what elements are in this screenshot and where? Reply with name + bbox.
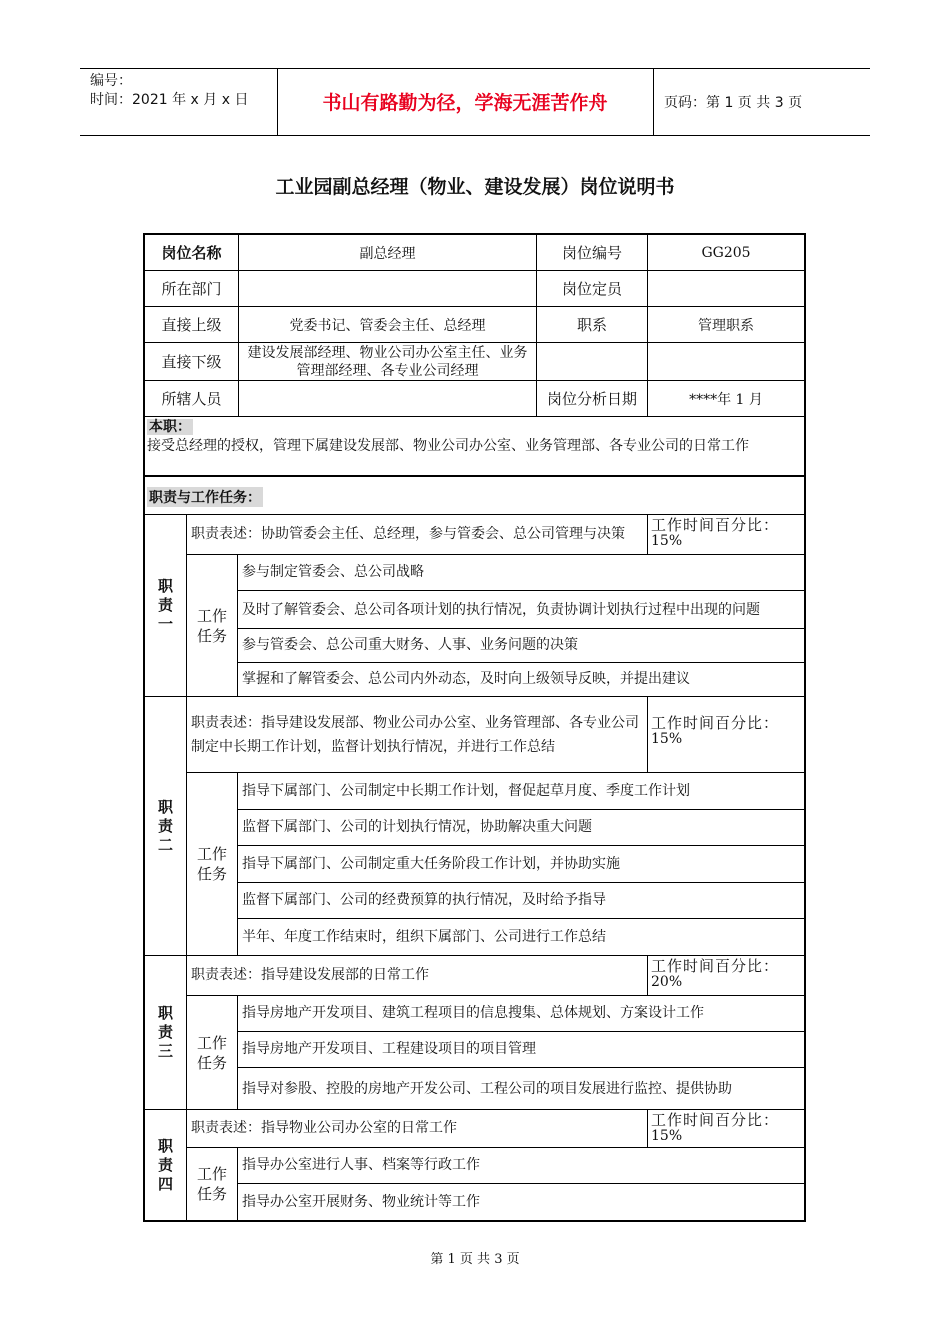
duty-1-description: 职责表述：协助管委会主任、总经理，参与管委会、总公司管理与决策 — [187, 515, 648, 555]
job-family-value: 管理职系 — [648, 307, 804, 343]
duty-4-time-percent: 工作时间百分比： 15% — [648, 1110, 804, 1148]
duty-4-label: 职责四 — [145, 1110, 187, 1220]
headcount-label: 岗位定员 — [537, 271, 648, 307]
duty-1-task: 参与制定管委会、总公司战略 — [238, 555, 804, 591]
duty-3-label: 职责三 — [145, 956, 187, 1110]
duty-4-task: 指导办公室进行人事、档案等行政工作 — [238, 1148, 804, 1184]
staff-value — [239, 381, 537, 417]
empty-cell — [537, 343, 648, 381]
duty-1-task: 及时了解管委会、总公司各项计划的执行情况，负责协调计划执行过程中出现的问题 — [238, 591, 804, 629]
staff-label: 所辖人员 — [145, 381, 239, 417]
subordinate-value: 建设发展部经理、物业公司办公室主任、业务管理部经理、各专业公司经理 — [239, 343, 537, 381]
subordinate-label: 直接下级 — [145, 343, 239, 381]
position-code-label: 岗位编号 — [537, 235, 648, 271]
duty-1-time-percent: 工作时间百分比： 15% — [648, 515, 804, 555]
main-duty-section — [145, 417, 804, 477]
duties-label: 职责与工作任务： — [147, 487, 263, 507]
duty-3-task: 指导房地产开发项目、建筑工程项目的信息搜集、总体规划、方案设计工作 — [238, 996, 804, 1032]
header-meta — [90, 72, 248, 110]
superior-label: 直接上级 — [145, 307, 239, 343]
duty-3-task-label: 工作任务 — [187, 996, 238, 1110]
analysis-date-label: 岗位分析日期 — [537, 381, 648, 417]
document-title: 工业园副总经理（物业、建设发展）岗位说明书 — [275, 176, 675, 198]
main-duty-label: 本职： — [149, 419, 191, 435]
duties-header — [145, 479, 804, 515]
position-name-value: 副总经理 — [239, 235, 537, 271]
department-value — [239, 271, 537, 307]
duty-2-task: 监督下属部门、公司的计划执行情况，协助解决重大问题 — [238, 810, 804, 846]
header-bottom-rule — [80, 135, 870, 136]
duty-3-description: 职责表述：指导建设发展部的日常工作 — [187, 956, 648, 996]
duty-3-time-percent: 工作时间百分比： 20% — [648, 956, 804, 996]
duty-2-task: 指导下属部门、公司制定中长期工作计划，督促起草月度、季度工作计划 — [238, 773, 804, 810]
header-divider — [653, 68, 654, 135]
duty-2-description: 职责表述：指导建设发展部、物业公司办公室、业务管理部、各专业公司制定中长期工作计划，监督计划执行情况，并进行工作总结 — [187, 697, 648, 773]
job-description-table — [143, 233, 806, 1222]
duty-4-description: 职责表述：指导物业公司办公室的日常工作 — [187, 1110, 648, 1148]
duty-1-label: 职责一 — [145, 515, 187, 697]
header-motto: 书山有路勤为径，学海无涯苦作舟 — [322, 92, 608, 114]
duty-4-task: 指导办公室开展财务、物业统计等工作 — [242, 1193, 480, 1210]
duty-1-task-label: 工作任务 — [187, 555, 238, 697]
superior-value: 党委书记、管委会主任、总经理 — [239, 307, 537, 343]
department-label: 所在部门 — [145, 271, 239, 307]
empty-cell — [648, 343, 804, 381]
analysis-date-value: ****年 1 月 — [648, 381, 804, 417]
doc-date: 时间：2021 年 x 月 x 日 — [90, 92, 249, 108]
job-family-label: 职系 — [537, 307, 648, 343]
position-code-value: GG205 — [648, 235, 804, 271]
duty-2-time-percent: 工作时间百分比： 15% — [648, 697, 804, 773]
duty-1-task: 掌握和了解管委会、总公司内外动态，及时向上级领导反映，并提出建议 — [238, 663, 804, 697]
duty-2-task-label: 工作任务 — [187, 773, 238, 956]
headcount-value — [648, 271, 804, 307]
duty-1-task: 参与管委会、总公司重大财务、人事、业务问题的决策 — [238, 629, 804, 663]
duty-2-label: 职责二 — [145, 697, 187, 956]
duty-2-task: 半年、年度工作结束时，组织下属部门、公司进行工作总结 — [238, 919, 804, 956]
duty-3-task: 指导房地产开发项目、工程建设项目的项目管理 — [238, 1032, 804, 1068]
doc-number-label: 编号： — [90, 73, 132, 89]
duty-3-task: 指导对参股、控股的房地产开发公司、工程公司的项目发展进行监控、提供协助 — [238, 1068, 804, 1110]
main-duty-text: 接受总经理的授权，管理下属建设发展部、物业公司办公室、业务管理部、各专业公司的日常工作 — [147, 438, 749, 454]
duty-2-task: 指导下属部门、公司制定重大任务阶段工作计划，并协助实施 — [238, 846, 804, 883]
position-name-label: 岗位名称 — [145, 235, 239, 271]
duty-4-task-label: 工作任务 — [187, 1148, 238, 1220]
header-page-number: 页码：第 1 页 共 3 页 — [664, 94, 803, 111]
page-footer: 第 1 页 共 3 页 — [430, 1252, 520, 1267]
duty-2-task: 监督下属部门、公司的经费预算的执行情况，及时给予指导 — [238, 883, 804, 919]
